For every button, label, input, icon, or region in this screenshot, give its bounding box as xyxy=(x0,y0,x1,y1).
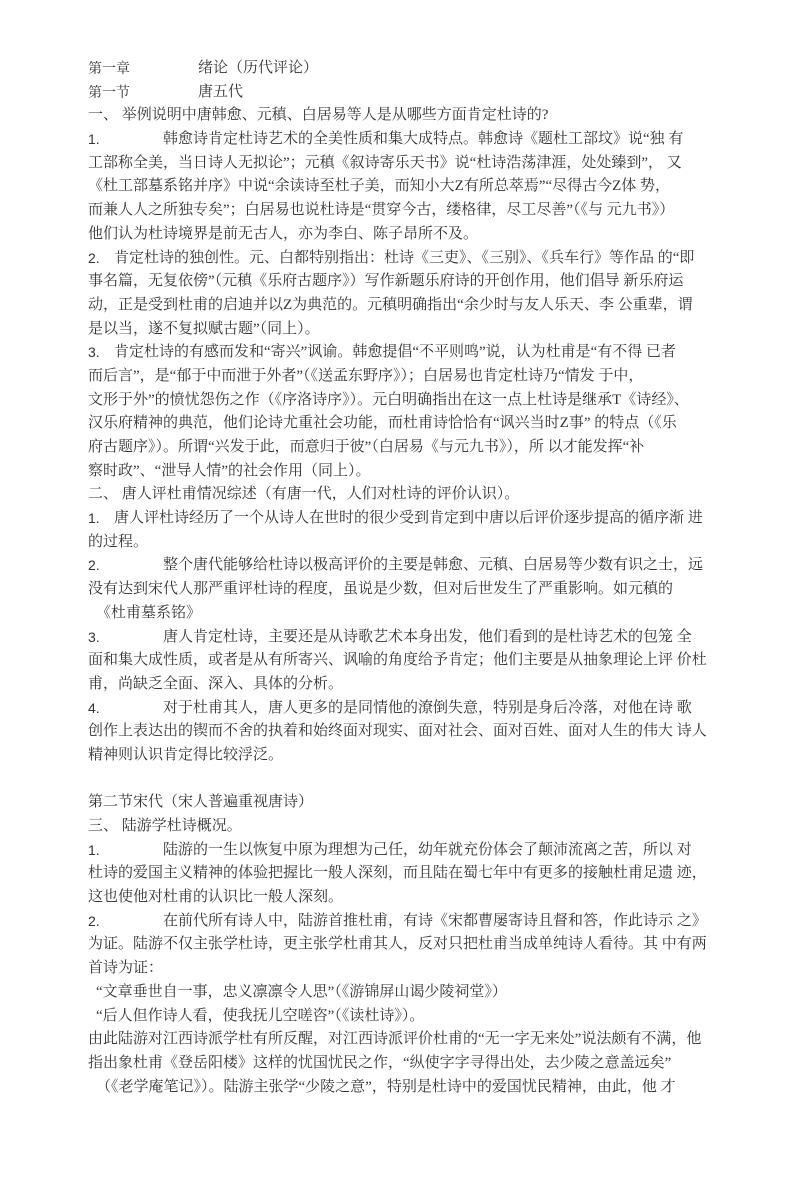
text-line xyxy=(88,531,712,555)
text-line xyxy=(88,649,712,673)
line-text: 这也使他对杜甫的认识比一般人深刻。 xyxy=(88,889,344,906)
list-number-label: 3. xyxy=(88,344,100,361)
text-line xyxy=(88,483,712,507)
line-text: 二、 唐人评杜甫情况综述（有唐一代，人们对杜诗的评价认识）。 xyxy=(88,486,520,503)
text-line xyxy=(88,862,712,886)
list-number-label: 2. xyxy=(88,249,100,266)
line-text: 一、 举例说明中唐韩愈、元稹、白居易等人是从哪些方面肯定杜诗的? xyxy=(88,107,549,124)
line-text: 肯定杜诗的有感而发和“寄兴”讽谕。韩愈提倡“不平则鸣”说，认为杜甫是“有不得 已者 xyxy=(114,344,677,361)
line-text: 首诗为证： xyxy=(88,960,164,977)
text-line xyxy=(88,412,712,436)
text-line xyxy=(88,886,712,910)
line-text: 创作上表达出的锲而不舍的执着和始终面对现实、面对社会、面对百姓、面对人生的伟大 诗人 xyxy=(88,723,707,740)
list-number-label: 3. xyxy=(88,628,100,645)
line-text: 绪论（历代评论） xyxy=(198,60,319,76)
text-line xyxy=(88,1052,712,1076)
text-line xyxy=(88,436,712,460)
line-text: 由此陆游对江西诗派学杜有所反醒，对江西诗派评价杜甫的“无一字无来处”说法颇有不满，他 xyxy=(88,1031,702,1048)
text-line xyxy=(88,128,712,152)
text-line xyxy=(88,554,712,578)
text-line xyxy=(88,933,712,957)
text-line xyxy=(88,957,712,981)
text-line xyxy=(88,57,712,81)
text-line xyxy=(88,839,712,863)
line-text: 面和集大成性质，或者是从有所寄兴、讽喻的角度给予肯定；他们主要是从抽象理论上评 价杜 xyxy=(88,652,707,669)
text-line xyxy=(88,175,712,199)
line-text: 汉乐府精神的典范，他们论诗尤重社会功能，而杜甫诗恰恰有“讽兴当时Z事” 的特点（《乐 xyxy=(88,415,677,432)
text-line xyxy=(88,578,712,602)
text-line xyxy=(88,389,712,413)
text-line xyxy=(88,81,712,105)
list-number-label: 4. xyxy=(88,699,100,716)
text-line xyxy=(88,318,712,342)
line-text: 指出象杜甫《登岳阳楼》这样的忧国忧民之作，“纵使字字寻得出处，去少陵之意盖远矣” xyxy=(88,1054,672,1071)
text-line xyxy=(88,341,712,365)
text-line xyxy=(88,673,712,697)
line-text: 唐人评杜诗经历了一个从诗人在世时的很少受到肯定到中唐以后评价逐步提高的循序渐 进 xyxy=(114,510,703,527)
text-line xyxy=(88,294,712,318)
line-text: 唐五代 xyxy=(198,83,244,100)
line-text: 察时政”、“泄导人情”的社会作用（同上）。 xyxy=(88,462,371,479)
text-line xyxy=(88,199,712,223)
text-line xyxy=(88,247,712,271)
line-text: 文形于外”的愤忧怨伤之作（《序洛诗序》）。元白明确指出在这一点上杜诗是继承T《诗经》、 xyxy=(88,391,689,408)
line-text: 陆游的一生以恢复中原为理想为己任，幼年就充份体会了颠沛流离之苦，所以 对 xyxy=(163,841,692,858)
line-text: “后人但作诗人看，使我抚儿空嗟咨”（《读杜诗》）。 xyxy=(96,1007,425,1024)
line-text: 事名篇，无复依傍”（元稹《乐府古题序》）写作新题乐府诗的开创作用，他们倡导 新乐府运 xyxy=(88,273,684,290)
line-text: 是以当，遂不复拟赋古题”（同上）。 xyxy=(88,320,320,337)
text-line xyxy=(88,104,712,128)
text-line xyxy=(88,981,712,1005)
list-number-label: 1. xyxy=(88,841,100,858)
line-text: 对于杜甫其人，唐人更多的是同情他的潦倒失意，特别是身后冷落，对他在诗 歌 xyxy=(163,699,692,716)
line-text: 《杜工部墓系铭并序》中说“余读诗至杜子美，而知小大Z有所总萃焉”“尽得古今Z体 势， xyxy=(88,178,671,195)
line-text: 精神则认识肯定得比较浮泛。 xyxy=(88,746,284,763)
line-text: 的过程。 xyxy=(88,533,149,550)
line-text: 动，正是受到杜甫的启迪并以Z为典范的。元稹明确指出“余少时与友人乐天、李 公重辈，谓 xyxy=(88,296,693,313)
line-text: 而后言”，是“郁于中而泄于外者”（《送孟东野序》）；白居易也肯定杜诗乃“情发 于中， xyxy=(88,367,644,384)
line-text: 三、 陆游学杜诗概况。 xyxy=(88,818,242,834)
text-line xyxy=(88,1076,712,1100)
text-line xyxy=(88,152,712,176)
list-number-label: 2. xyxy=(88,557,100,574)
line-text: （《老学庵笔记》）。陆游主张学“少陵之意”，特别是杜诗中的爱国忧民精神，由此，他 才 xyxy=(96,1078,676,1095)
line-text: 杜诗的爱国主义精神的体验把握比一般人深刻，而且陆在蜀七年中有更多的接触杜甫足遗 迹， xyxy=(88,865,707,882)
text-line xyxy=(88,626,712,650)
text-line xyxy=(88,791,712,815)
line-text: 整个唐代能够给杜诗以极高评价的主要是韩愈、元稹、白居易等少数有识之士，远 xyxy=(163,557,704,574)
text-line xyxy=(88,697,712,721)
text-line xyxy=(88,270,712,294)
text-line xyxy=(88,507,712,531)
line-text: 唐人肯定杜诗，主要还是从诗歌艺术本身出发，他们看到的是杜诗艺术的包笼 全 xyxy=(163,628,692,645)
line-text: 工部称全美，当日诗人无拟论”；元稹《叙诗寄乐天书》说“杜诗浩荡津涯，处处臻到”， 又 xyxy=(88,154,682,171)
line-text: 而兼人人之所独专矣”；白居易也说杜诗是“贯穿今古，缕格律，尽工尽善”（《与 元九书》） xyxy=(88,202,675,219)
line-text: 没有达到宋代人那严重评杜诗的程度，虽说是少数，但对后世发生了严重影响。如元稹的 xyxy=(88,581,674,598)
text-line xyxy=(88,910,712,934)
line-text: 他们认为杜诗境界是前无古人，亦为李白、陈子昂所不及。 xyxy=(88,225,479,242)
line-text: 肯定杜诗的独创性。元、白都特别指出：杜诗《三吏》、《三别》、《兵车行》等作品 的“即 xyxy=(114,249,695,266)
list-number-label: 第一章 xyxy=(88,60,130,76)
line-text: “文章垂世自一事，忠义凛凛令人思”（《游锦屏山谒少陵祠堂》） xyxy=(96,983,507,1000)
list-number-label: 2. xyxy=(88,912,100,929)
list-number-label: 第一节 xyxy=(88,83,130,100)
line-text: 韩愈诗肯定杜诗艺术的全美性质和集大成特点。韩愈诗《题杜工部坟》说“独 有 xyxy=(163,131,684,148)
text-line xyxy=(88,720,712,744)
line-text: 《杜甫墓系铭》 xyxy=(96,604,202,621)
line-text: 在前代所有诗人中，陆游首推杜甫，有诗《宋都曹屡寄诗且督和答，作此诗示 之》 xyxy=(163,912,707,929)
text-line xyxy=(88,460,712,484)
line-text: 甫，尚缺乏全面、深入、具体的分析。 xyxy=(88,675,344,692)
line-text: 府古题序》）。所谓“兴发于此，而意归于彼”（白居易《与元九书》），所 以才能发挥“补 xyxy=(88,439,645,455)
list-number-label: 1. xyxy=(88,510,100,527)
line-text: 为证。陆游不仅主张学杜诗，更主张学杜甫其人，反对只把杜甫当成单纯诗人看待。其 中有两 xyxy=(88,936,707,953)
text-line xyxy=(88,223,712,247)
text-line xyxy=(88,744,712,768)
text-line xyxy=(88,602,712,626)
list-number-label: 1. xyxy=(88,131,100,148)
text-line xyxy=(88,1005,712,1029)
text-line xyxy=(88,365,712,389)
text-line xyxy=(88,1028,712,1052)
text-line xyxy=(88,815,712,839)
line-text: 第二节宋代（宋人普遍重视唐诗） xyxy=(88,794,314,811)
blank-line xyxy=(88,768,712,792)
document-text-block xyxy=(88,57,712,1099)
